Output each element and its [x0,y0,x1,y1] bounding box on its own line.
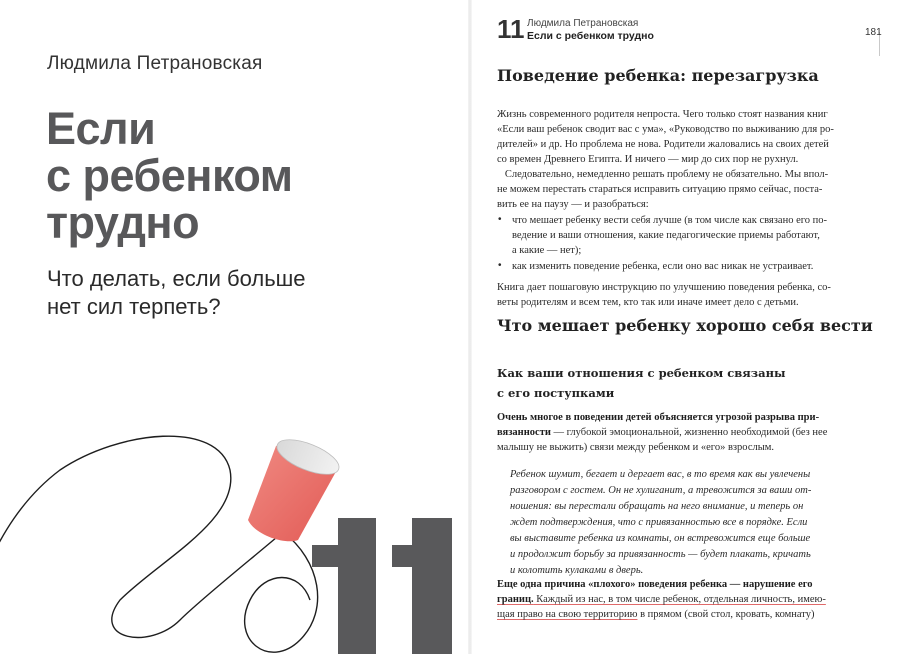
bullet-marker: • [498,214,502,225]
cover-author: Людмила Петрановская [47,53,263,74]
intro-line: не можем перестать стараться исправить ситуацию прямо сейчас, поста- [497,184,823,195]
attachment-line-1: Очень многое в поведении детей объясняется угрозой разрыва при- [497,412,820,423]
bullet-line: ведение и ваши отношения, какие педагогические приемы работают, [512,230,820,241]
boundaries-line-3-rest: в прямом (свой стол, кровать, комнату) [637,609,815,620]
bullet-marker: • [498,260,502,271]
running-head-title: Если с ребенком трудно [527,30,654,42]
cover-subtitle-line-1: Что делать, если больше [47,266,306,291]
running-head-author: Людмила Петрановская [527,18,639,29]
bullet-line: как изменить поведение ребенка, если оно вас никак не устраивает. [512,261,814,272]
intro-line: вить ее на паузу — и разобраться: [497,199,649,210]
intro-line: «Если ваш ребенок сводит вас с ума», «Руководство по выживанию для ро- [497,124,834,135]
string-line [0,436,283,637]
cover-title-line-1: Если [46,103,156,154]
boundaries-line-3 [497,610,814,621]
page-number: 181 [865,27,882,38]
quote-line: и колотить кулаками в дверь. [510,565,644,576]
boundaries-line-2 [497,595,826,606]
running-head [497,14,877,48]
boundaries-underlined-phrase: щая право на свою территорию [497,609,638,620]
quote-line: Ребенок шумит, бегает и дергает вас, в то время как вы увлечены [510,469,811,480]
paragraph-line: Книга дает пошаговую инструкцию по улучшению поведения ребенка, со- [497,282,831,293]
attachment-line-2-rest: — глубокой эмоциональной, жизненно необходимой (без нее [550,427,828,438]
boundaries-line-2-rest: Каждый из нас, в том числе ребенок, отдельная личность, имею- [533,594,826,605]
subheading-line: с его поступками [497,386,615,400]
heading-section: Что мешает ребенку хорошо себя вести [497,316,873,335]
cover-subtitle-line-2: нет сил терпеть? [47,294,221,319]
intro-line: Следовательно, немедленно решать проблему не обязательно. Мы впол- [497,169,829,180]
string-loop [245,532,318,652]
intro-line: дителей» и др. Но проблема не нова. Родители жаловались на своих детей [497,139,829,150]
quote-line: разговором с гостем. Он не хулиганит, а тревожится за ваши от- [510,485,812,496]
running-head-chapter: 11 [497,14,525,44]
quote-line: ждет подтверждения, что с привязанностью все в порядке. Если [510,517,808,528]
attachment-line-2 [497,428,827,439]
paragraph-line: веты родителям и всем тем, кто так или иначе имеет дело с детьми. [497,297,799,308]
chapter-numeral [312,518,452,654]
boundaries-term: границ. [497,594,534,605]
attachment-line-3: малышу не выжить) связи между ребенком и «его» взрослым. [497,442,775,453]
cover-title-line-3: трудно [46,197,200,248]
intro-line: Жизнь современного родителя непроста. Чего только стоят названия книг [497,109,828,120]
bullet-line: что мешает ребенку вести себя лучше (в том числе как связано его по- [512,215,828,226]
quote-line: и продолжит борьбу за привязанность — будет плакать, кричать [510,549,811,560]
bullet-line: а какие — нет); [512,245,582,256]
subheading-line: Как ваши отношения с ребенком связаны [497,366,786,380]
cup-icon [248,433,343,542]
boundaries-line-1: Еще одна причина «плохого» поведения ребенка — нарушение его [497,579,813,590]
cover-title-line-2: с ребенком [46,150,293,201]
text-page [470,0,900,654]
quote-line: ношения: вы перестали обращать на него внимание, и теперь он [510,501,804,512]
heading-main: Поведение ребенка: перезагрузка [497,66,819,85]
attachment-term: вязанности [497,427,551,438]
quote-line: вы выставите ребенка из комнаты, он встревожится еще больше [510,533,811,544]
intro-line: со времен Древнего Египта. И ничего — мир до сих пор не рухнул. [497,154,799,165]
